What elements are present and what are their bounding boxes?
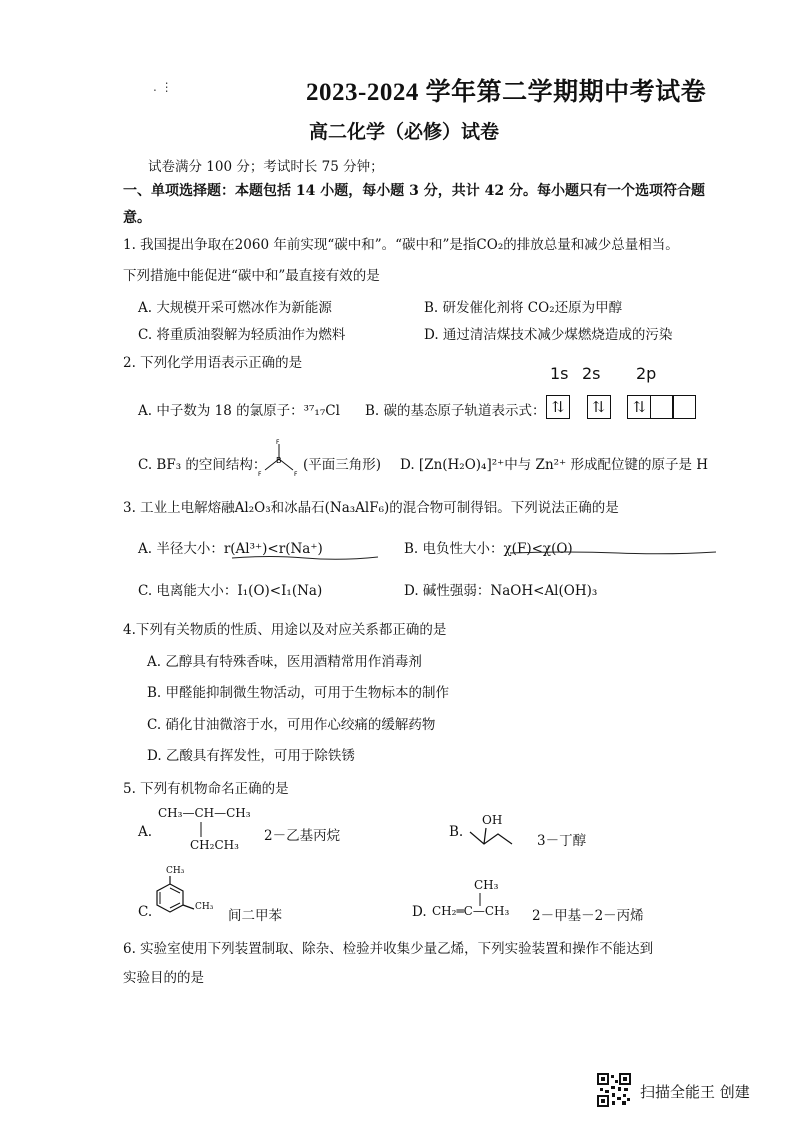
qr-module (611, 1075, 614, 1078)
qr-module (600, 1088, 603, 1091)
q5-c-methyl-bond-side (183, 905, 194, 909)
page-title: 2023-2024 学年第二学期期中考试卷 (306, 79, 707, 106)
bf3-boron: B (276, 456, 282, 465)
q5-b-skeleton (466, 826, 516, 850)
chlorine-symbol: ³⁷₁₇Cl (303, 403, 340, 419)
q3-option-a: A. 半径大小：r(Al³⁺)<r(Na⁺) (138, 541, 323, 557)
q3-option-c: C. 电离能大小：I₁(O)<I₁(Na) (138, 583, 323, 599)
q4-option-c: C. 硝化甘油微溶于水，可用作心绞痛的缓解药物 (147, 717, 436, 733)
q4-stem: 4.下列有关物质的性质、用途以及对应关系都正确的是 (123, 622, 447, 638)
q5-c-name: 间二甲苯 (228, 908, 282, 924)
q2-stem: 2. 下列化学用语表示正确的是 (123, 355, 303, 371)
qr-module (622, 1101, 626, 1105)
q5-d-formula-main: CH₂═C—CH₃ (432, 904, 510, 918)
q2-option-c-shape: (平面三角形) (303, 457, 382, 473)
qr-module (627, 1098, 630, 1101)
qr-finder-tl-dot (601, 1077, 605, 1081)
q1-option-a: A. 大规模开采可燃冰作为新能源 (138, 300, 332, 316)
qr-finder-tr-dot (623, 1077, 627, 1081)
section-heading-line2: 意。 (123, 210, 151, 226)
q4-option-b: B. 甲醛能抑制微生物活动，可用于生物标本的制作 (147, 685, 450, 701)
q3-stem: 3. 工业上电解熔融Al₂O₃和冰晶石(Na₃AlF₆)的混合物可制得铝。下列说法正确的是 (123, 500, 619, 516)
q6-stem-line2: 实验目的的是 (123, 970, 204, 986)
qr-module (605, 1090, 609, 1093)
q2-option-c-label: C. BF₃ 的空间结构： (138, 457, 267, 473)
q5-b-label: B. (449, 824, 464, 840)
pen-stroke-a (232, 557, 378, 560)
q5-c-benzene (154, 876, 198, 920)
q5-c-label: C. (138, 904, 153, 920)
qr-module (623, 1094, 626, 1097)
orbital-diagram (546, 395, 695, 419)
orbital-box-2s: ⇅ (587, 395, 611, 419)
q2-option-d: D. [Zn(H₂O)₄]²⁺中与 Zn²⁺ 形成配位键的原子是 H (400, 457, 709, 473)
qr-module (612, 1093, 615, 1097)
q5-a-formula-bottom: CH₂CH₃ (190, 838, 239, 852)
bf3-fluorine-right: F (294, 471, 298, 478)
q5-d-methyl-top: CH₃ (474, 878, 499, 892)
q5-stem: 5. 下列有机物命名正确的是 (123, 781, 289, 797)
q5-c-methyl-side: CH₃ (195, 902, 214, 912)
q5-d-name: 2－甲基－2－丙烯 (532, 908, 644, 924)
orbital-label-2s: 2s (582, 364, 601, 383)
q3-option-d: D. 碱性强弱：NaOH<Al(OH)₃ (404, 583, 598, 599)
qr-module (612, 1101, 615, 1105)
orbital-label-1s: 1s (550, 364, 569, 383)
q5-a-name: 2－乙基丙烷 (264, 828, 341, 844)
q5-b-oh-bond (484, 828, 486, 844)
q5-b-hydroxyl: OH (482, 813, 503, 827)
q2-option-a-text: A. 中子数为 18 的氯原子： (138, 403, 304, 419)
q1-stem-line2: 下列措施中能促进“碳中和”最直接有效的是 (123, 268, 380, 284)
q3-option-b: B. 电负性大小：χ(F)<χ(O) (404, 541, 573, 557)
pen-underline-a (230, 553, 380, 561)
q4-option-d: D. 乙酸具有挥发性，可用于除铁锈 (147, 748, 355, 764)
qr-module (624, 1088, 628, 1091)
q5-a-label: A. (138, 824, 153, 840)
scanner-watermark: 扫描全能王 创建 (640, 1083, 750, 1101)
q5-a-vertical-bond (198, 822, 204, 838)
q1-stem-line1: 1. 我国提出争取在2060 年前实现“碳中和”。“碳中和”是指CO₂的排放总量和减少总量相当。 (123, 237, 679, 253)
bf3-fluorine-top: F (276, 439, 280, 446)
q2-option-b: B. 碳的基态原子轨道表示式： (365, 403, 546, 419)
q1-option-d: D. 通过清洁煤技术减少煤燃烧造成的污染 (424, 327, 673, 343)
q2-option-a (138, 399, 340, 419)
q1-option-c: C. 将重质油裂解为轻质油作为燃料 (138, 327, 346, 343)
qr-code-icon (597, 1073, 631, 1107)
bf3-structure (256, 438, 302, 480)
q5-c-methyl-top: CH₃ (166, 866, 185, 876)
pen-underline-b (508, 549, 718, 557)
exam-info: 试卷满分 100 分；考试时长 75 分钟； (148, 159, 384, 175)
q5-d-label: D. (412, 904, 427, 920)
pen-stroke-b (510, 552, 716, 554)
corner-mark: . ⋮ (153, 80, 173, 94)
orbital-box-2p-1: ⇅ (627, 395, 651, 419)
qr-module (617, 1097, 621, 1100)
orbital-label-2p: 2p (636, 364, 657, 383)
orbital-box-2p-3 (672, 395, 696, 419)
orbital-box-1s: ⇅ (546, 395, 570, 419)
q4-option-a: A. 乙醇具有特殊香味，医用酒精常用作消毒剂 (147, 654, 422, 670)
qr-module (615, 1080, 618, 1083)
qr-module (618, 1087, 621, 1091)
page-subtitle: 高二化学（必修）试卷 (309, 121, 500, 143)
orbital-box-2p-2 (650, 395, 674, 419)
q1-option-b: B. 研发催化剂将 CO₂还原为甲醇 (424, 300, 623, 316)
q5-b-name: 3－丁醇 (537, 833, 587, 849)
bf3-fluorine-left: F (258, 471, 262, 478)
section-heading-line1: 一、单项选择题：本题包括 14 小题，每小题 3 分，共计 42 分。每小题只有一个选项符合题 (123, 183, 705, 199)
q6-stem-line1: 6. 实验室使用下列装置制取、除杂、检验并收集少量乙烯，下列实验装置和操作不能达到 (123, 941, 654, 957)
qr-module (611, 1086, 615, 1089)
qr-finder-bl-dot (601, 1099, 605, 1103)
q5-b-chain (470, 832, 512, 844)
q5-a-formula-top: CH₃—CH—CH₃ (158, 806, 251, 820)
